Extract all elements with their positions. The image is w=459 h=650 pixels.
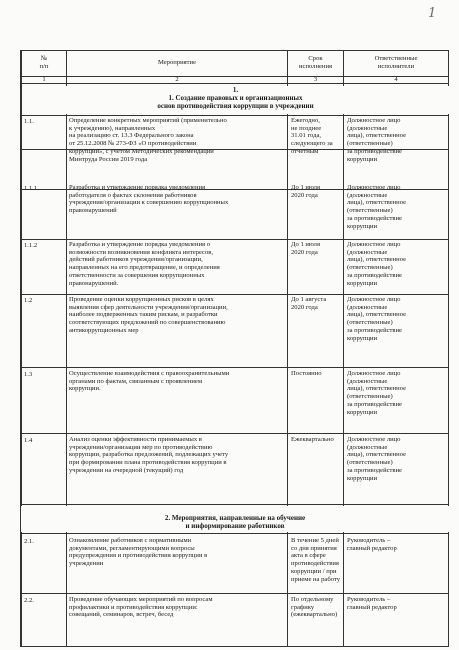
- row-event: Проведение оценки коррупционных рисков в целях выявления сфер деятельности учреждения/организации, наиболее подверженных таким рискам, и разработки соответствующих предложений по совершенствованию антикоррупционных мер: [69, 296, 228, 334]
- col-divider: [66, 51, 67, 647]
- row-num: 2.1.: [24, 538, 34, 545]
- section-title-2: 2. Мероприятия, направленные на обучение и информирование работников: [21, 506, 449, 532]
- row-responsible: Должностное лицо (должностные лица), ответственное (ответственные) за противодействие коррупции: [347, 117, 406, 163]
- col-number-3: 3: [313, 76, 318, 83]
- col-number-4: 4: [394, 76, 398, 83]
- row-term: По отдельному графику (ежеквартально): [291, 596, 338, 619]
- anticorruption-plan-table: [20, 50, 449, 647]
- row-divider: [21, 504, 449, 505]
- row-term: До 1 июля 2020 года: [291, 184, 321, 199]
- row-responsible: Руководитель – главный редактор: [347, 537, 397, 552]
- row-event: Осуществление взаимодействия с правоохранительными органами по фактам, связанным с проявлением коррупции.: [69, 370, 230, 393]
- header-responsible: Ответственные исполнители: [374, 55, 418, 70]
- row-term: В течение 5 дней со дня принятия акта в сфере противодействия коррупции / при приеме на работу: [291, 537, 341, 583]
- row-num: 1.4: [24, 437, 33, 444]
- row-responsible: Должностное лицо (должностные лица), ответственное (ответственные) за противодействие коррупции: [347, 296, 406, 342]
- row-responsible: Должностное лицо (должностные лица), ответственное (ответственные) за противодействие коррупции: [347, 184, 406, 230]
- row-event: Проведение обучающих мероприятий по вопросам профилактики и противодействия коррупции: совещаний, семинаров, встреч, бесед: [69, 596, 213, 619]
- row-term: Ежегодно, не позднее 31.01 года, следующего за отчетным: [291, 117, 333, 155]
- row-num: 1.3: [24, 371, 33, 378]
- row-responsible: Должностное лицо (должностные лица), ответственное (ответственные) за противодействие коррупции: [347, 436, 406, 482]
- row-num: 1.1.1.: [24, 185, 39, 192]
- row-divider: [21, 239, 449, 240]
- row-divider: [21, 115, 449, 116]
- row-responsible: Должностное лицо (должностные лица), ответственное (ответственные) за противодействие коррупции: [347, 241, 406, 287]
- header-term: Срок исполнения: [298, 55, 333, 70]
- row-term: До 1 июля 2020 года: [291, 241, 321, 256]
- row-term: Ежеквартально: [291, 436, 334, 443]
- row-event: Анализ оценки эффективности принимаемых в учреждении/организации мер по противодействию коррупции, разработка предложений, подлежащих учету при формировании плана противодействия коррупции в учреждении на очередной (текущий) год: [69, 436, 229, 474]
- col-number-1: 1: [42, 76, 46, 83]
- col-number-2: 2: [175, 76, 179, 83]
- row-responsible: Должностное лицо (должностные лица), ответственное (ответственные) за противодействие коррупции: [347, 370, 406, 416]
- row-responsible: Руководитель – главный редактор: [347, 596, 397, 611]
- row-num: 2.2.: [24, 597, 34, 604]
- row-num: 1.1.: [24, 118, 34, 125]
- col-divider: [343, 51, 344, 647]
- row-divider: [21, 294, 449, 295]
- row-event: Разработка и утверждение порядка уведомления работодателя о фактах склонения работников учреждения/организации к совершению коррупционных правонарушений: [69, 184, 229, 215]
- page-number: 1: [428, 6, 437, 21]
- row-event: Определение конкретных мероприятий (применительно к учреждению), направленных на реализацию ст. 13.3 Федерального закона от 25.12.2008 № 273-ФЗ «О противодействии коррупции», с учетом Методических рекомендации Минтруда России 2019 года: [69, 117, 227, 163]
- col-divider: [21, 51, 22, 647]
- section-title-1: 1. 1. Создание правовых и организационных основ противодействия коррупции в учреждении: [21, 86, 449, 114]
- row-num: 1.1.2: [24, 242, 38, 249]
- row-num: 1.2: [24, 297, 33, 304]
- row-term: Постоянно: [291, 370, 322, 377]
- row-event: Разработка и утверждение порядка уведомления о возможности возникновения конфликта интересов, действий работников учреждения/организации, направленных на его предотвращение, и определения ответственности за совершения коррупционных правонарушений.: [69, 241, 220, 287]
- col-divider: [287, 51, 288, 647]
- row-term: До 1 августа 2020 года: [291, 296, 327, 311]
- row-divider: [21, 367, 449, 368]
- row-event: Ознакомление работников с нормативными документами, регламентирующими вопросы предупреждения и противодействия коррупции в учреждении: [69, 537, 208, 568]
- header-num: № п/п: [39, 55, 49, 70]
- col-divider: [448, 51, 449, 647]
- row-divider: [21, 646, 449, 647]
- header-event: Мероприятие: [157, 59, 197, 66]
- row-divider: [21, 433, 449, 434]
- row-divider: [21, 533, 449, 534]
- row-divider: [21, 593, 449, 594]
